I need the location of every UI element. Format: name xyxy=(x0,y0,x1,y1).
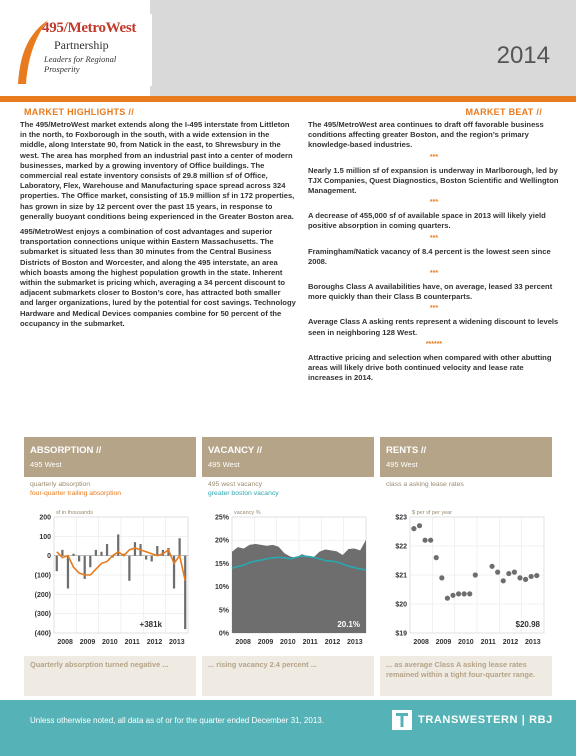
legend-quarterly: quarterly absorption xyxy=(30,481,91,488)
rent-point xyxy=(512,570,517,575)
rent-point xyxy=(439,575,444,580)
beat-item: A decrease of 455,000 sf of available space in 2013 will likely yield positive absorption in coming quarters. xyxy=(308,211,546,231)
x-tick-label: 2013 xyxy=(169,639,185,646)
rents-chart xyxy=(380,505,552,655)
y-tick-label: $23 xyxy=(395,514,407,522)
y-tick-label: (100) xyxy=(34,572,51,580)
rent-point xyxy=(411,526,416,531)
absorption-bar xyxy=(145,556,147,560)
x-tick-label: 2010 xyxy=(280,639,296,646)
market-beat-body xyxy=(308,120,560,383)
absorption-bar xyxy=(184,556,186,629)
vacancy-chart xyxy=(202,505,374,655)
footer-note: Unless otherwise noted, all data as of or for the quarter ended December 31, 2013. xyxy=(30,716,324,725)
rents-panel xyxy=(380,437,552,719)
beat-item: Framingham/Natick vacancy of 8.4 percent is the lowest seen since 2008. xyxy=(308,246,551,266)
y-tick-label: 200 xyxy=(39,514,51,522)
y-tick-label: 25% xyxy=(214,514,229,522)
x-tick-label: 2011 xyxy=(302,639,318,646)
rent-point xyxy=(467,591,472,596)
rent-point xyxy=(428,538,433,543)
absorption-bar xyxy=(56,556,58,571)
market-highlights-body xyxy=(20,120,296,334)
logo-tagline: Leaders for Regional Prosperity xyxy=(44,54,117,74)
report-year: 2014 xyxy=(496,42,550,69)
market-highlights-heading: MARKET HIGHLIGHTS // xyxy=(24,107,134,117)
rent-point xyxy=(445,596,450,601)
beat-separator: *** xyxy=(429,234,439,242)
x-tick-label: 2008 xyxy=(413,639,429,646)
vacancy-annotation: 20.1% xyxy=(337,620,360,629)
highlights-paragraph: 495/MetroWest enjoys a combination of cost advantages and superior transportation connections unique within Eastern Massachusetts. The submarket is situated less than 30 minutes from the Central Business Districts of Boston and Worcester, and along the 495 interstate, an area which boasts among the highest population growth in the state. Inherent within the submarket is pricing which, averaging a 34 percent discount to adjacent submarkets closer to Boston’s core, has attracted both smaller and larger organizations, lured by the potential for cost savings. Technology Hardware and Medical Devices companies combine for 50 percent of the occupancy in the submarket. xyxy=(20,227,296,328)
vacancy-panel xyxy=(202,437,374,719)
panel-header xyxy=(24,437,196,477)
axis-label: $ per sf per year xyxy=(412,510,453,516)
panel-title: VACANCY // xyxy=(208,445,263,456)
panel-subtitle: 495 West xyxy=(30,460,62,469)
x-tick-label: 2010 xyxy=(458,639,474,646)
x-tick-label: 2012 xyxy=(324,639,341,646)
legend-495-west: 495 west vacancy xyxy=(208,481,263,488)
x-tick-label: 2009 xyxy=(79,639,96,646)
beat-item: The 495/MetroWest area continues to draft off favorable business conditions affecting greater Boston, and the region’s primary knowledge-based industries. xyxy=(308,120,544,150)
absorption-panel xyxy=(24,437,196,719)
x-tick-label: 2011 xyxy=(124,639,140,646)
rent-point xyxy=(462,591,467,596)
panel-header xyxy=(202,437,374,477)
y-tick-label: 0 xyxy=(47,553,51,561)
x-tick-label: 2013 xyxy=(525,639,541,646)
x-tick-label: 2008 xyxy=(57,639,73,646)
absorption-bar xyxy=(151,556,153,562)
absorption-bar xyxy=(95,550,97,556)
panel-header xyxy=(380,437,552,477)
panel-caption: ... as average Class A asking lease rates remained within a tight four-quarter range. xyxy=(380,656,552,696)
absorption-bar xyxy=(106,544,108,556)
y-tick-label: 10% xyxy=(214,584,229,592)
y-tick-label: 100 xyxy=(39,533,51,541)
x-tick-label: 2008 xyxy=(235,639,251,646)
y-tick-label: $20 xyxy=(395,601,407,609)
absorption-bar xyxy=(78,556,80,562)
rent-point xyxy=(473,572,478,577)
y-tick-label: (400) xyxy=(34,630,51,638)
y-tick-label: 0% xyxy=(218,630,229,638)
absorption-bar xyxy=(100,552,102,556)
rent-point xyxy=(450,593,455,598)
x-tick-label: 2011 xyxy=(480,639,496,646)
transwestern-logo xyxy=(392,710,556,734)
absorption-bar xyxy=(61,550,63,556)
legend-trailing: four-quarter trailing absorption xyxy=(30,490,122,497)
x-tick-label: 2010 xyxy=(102,639,118,646)
y-tick-label: (300) xyxy=(34,611,51,619)
x-tick-label: 2009 xyxy=(257,639,274,646)
x-tick-label: 2013 xyxy=(347,639,363,646)
beat-item: Attractive pricing and selection when compared with other abutting areas will likely drive both continued velocity and lease rate increases in 2014. xyxy=(308,352,552,383)
beat-separator: *** xyxy=(429,270,439,278)
partnership-logo xyxy=(14,14,152,86)
rent-point xyxy=(506,571,511,576)
logo-title: 495/MetroWest xyxy=(42,20,137,36)
y-tick-label: 20% xyxy=(214,537,229,545)
axis-label: sf in thousands xyxy=(56,510,93,516)
rents-annotation: $20.98 xyxy=(515,620,540,629)
panel-caption: ... rising vacancy 2.4 percent ... xyxy=(202,656,374,696)
y-tick-label: $19 xyxy=(395,630,407,638)
rent-point xyxy=(501,578,506,583)
x-tick-label: 2009 xyxy=(435,639,452,646)
rent-point xyxy=(517,575,522,580)
absorption-bar xyxy=(156,546,158,556)
panel-title: RENTS // xyxy=(386,445,427,456)
y-tick-label: 15% xyxy=(214,560,229,568)
highlights-paragraph: The 495/MetroWest market extends along the I-495 interstate from Littleton in the north, to Foxborough in the south, with a wide extension in the middle, along Interstate 90, from Natick in the east, to Shrewsbury in the west. The area has morphed from an industrial past into a center of modern businesses, marked by a growing inventory of Office buildings. The commercial real estate inventory consists of 29.8 million sf of Office, Laboratory, Flex, Warehouse and Manufacturing space spread across 324 properties. The Office market, consisting of 15.9 million sf in 172 properties, has grown in size by 12 percent over the past 15 years, in response to generally buoyant conditions being experienced in the Greater Boston area. xyxy=(20,120,295,221)
panel-title: ABSORPTION // xyxy=(30,445,102,456)
beat-separator: *** xyxy=(429,305,439,313)
absorption-chart xyxy=(24,505,196,655)
panel-subtitle: 495 West xyxy=(208,460,240,469)
header xyxy=(0,0,576,96)
y-tick-label: 5% xyxy=(218,607,229,615)
beat-item: Boroughs Class A availabilities have, on average, leased 33 percent more quickly than their Class B counterparts. xyxy=(308,282,553,302)
legend-greater-boston: greater boston vacancy xyxy=(208,490,279,497)
beat-item: Nearly 1.5 million sf of expansion is underway in Marlborough, led by TJX Companies, Quest Diagnostics, Boston Scientific and Wellington Management. xyxy=(308,165,559,196)
absorption-bar xyxy=(72,554,74,556)
logo-subtitle: Partnership xyxy=(54,38,109,52)
y-tick-label: (200) xyxy=(34,591,51,599)
axis-label: vacancy % xyxy=(234,510,261,516)
rent-point xyxy=(434,555,439,560)
rent-point xyxy=(456,591,461,596)
legend-class-a: class a asking lease rates xyxy=(386,481,464,488)
rent-point xyxy=(489,564,494,569)
market-beat-heading: MARKET BEAT // xyxy=(465,107,542,117)
absorption-bar xyxy=(179,538,181,555)
rent-point xyxy=(417,523,422,528)
rent-point xyxy=(495,570,500,575)
x-tick-label: 2012 xyxy=(146,639,163,646)
y-tick-label: $22 xyxy=(395,543,407,551)
rent-point xyxy=(529,574,534,579)
absorption-annotation: +381k xyxy=(139,620,162,629)
beat-separator: *** xyxy=(429,199,439,207)
rent-point xyxy=(534,573,539,578)
absorption-bar xyxy=(128,556,130,581)
absorption-bar xyxy=(67,556,69,589)
rent-point xyxy=(523,577,528,582)
panel-caption: Quarterly absorption turned negative ... xyxy=(24,656,196,696)
absorption-bar xyxy=(89,556,91,568)
y-tick-label: $21 xyxy=(395,572,407,580)
panel-subtitle: 495 West xyxy=(386,460,418,469)
rent-point xyxy=(422,538,427,543)
header-rule xyxy=(0,96,576,102)
beat-separator: ****** xyxy=(425,340,443,348)
beat-item: Average Class A asking rents represent a widening discount to levels seen in neighboring 128 West. xyxy=(308,317,559,337)
transwestern-icon xyxy=(392,710,412,730)
x-tick-label: 2012 xyxy=(502,639,519,646)
beat-separator: *** xyxy=(429,153,439,161)
transwestern-name: TRANSWESTERN | RBJ xyxy=(418,714,553,726)
